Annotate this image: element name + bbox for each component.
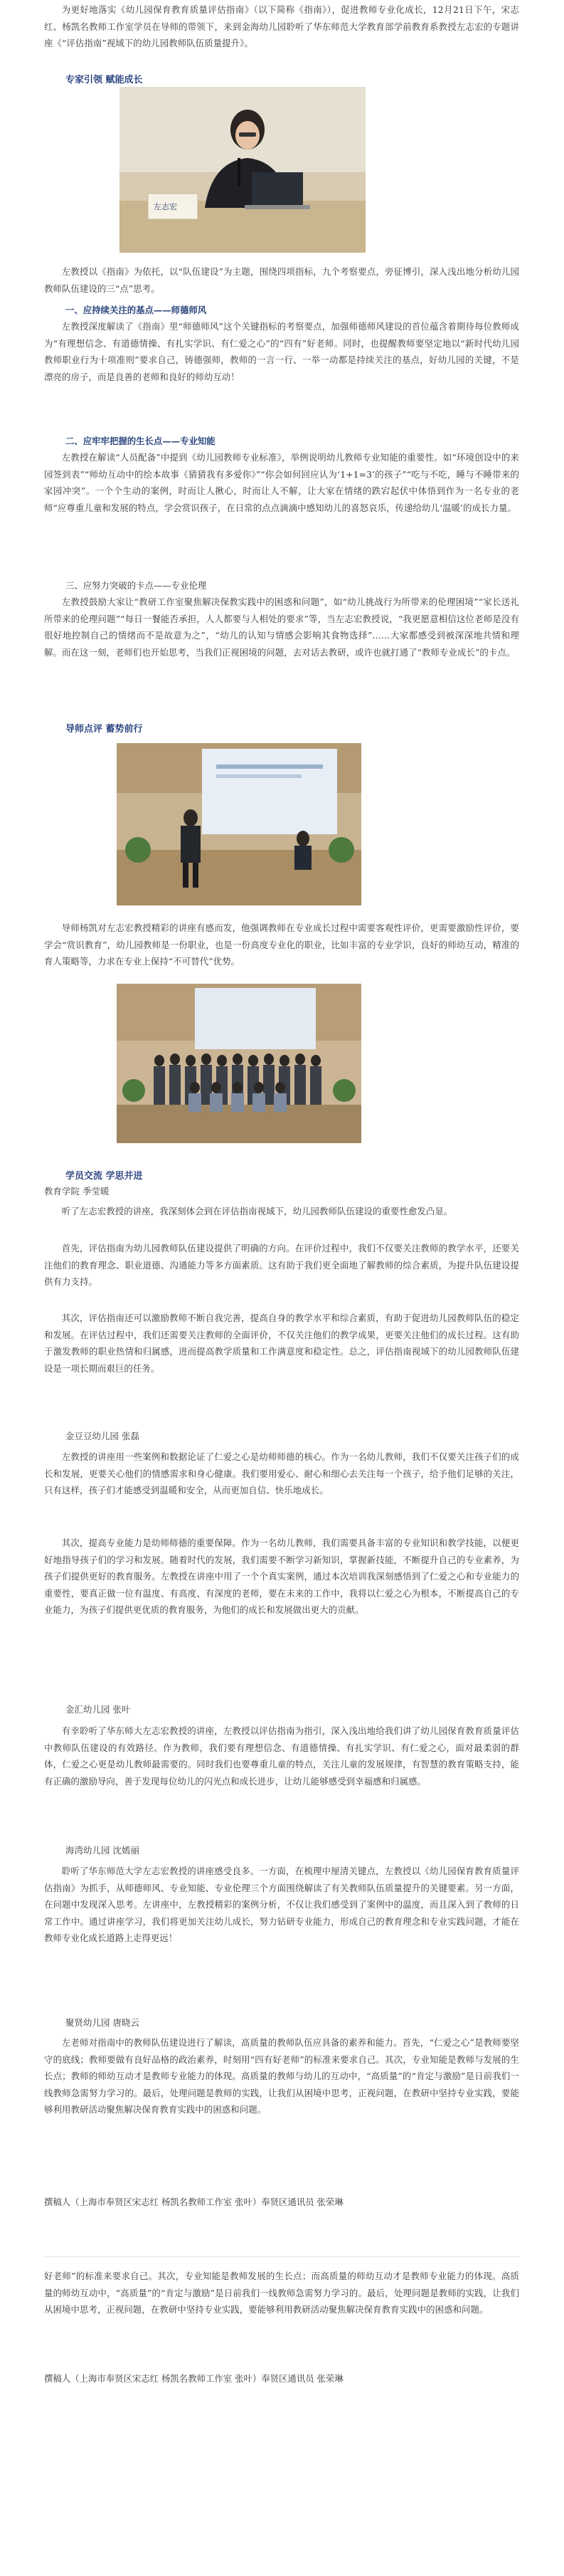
group-photo <box>117 984 361 1143</box>
entry-2-para-1: 左教授的讲座用一些案例和数据论证了仁爱之心是幼师师德的核心。作为一名幼儿教师，我们不仅要关注孩子们的成长和发展，更要关心他们的情感需求和身心健康。我们要用爱心、耐心和细心去关注每一个孩子，给予他们足够的关注，只有这样，孩子们才能感受到温暖和安全，从而更加自信、快乐地成长。 <box>44 1451 519 1495</box>
group-photo-image <box>117 984 361 1143</box>
sub-paragraph-3: 左教授鼓励大家让“教研工作室聚焦解决保教实践中的困惑和问题”，如“幼儿挑战行为所带来的伦理困境”“家长送礼所带来的伦理问题”“每日一餐能否承担，人人都要与人相处的要求”等，当左志宏教授说，“我更愿意相信这位老师是没有很好地控制自己的情绪而不是故意为之”，“幼儿的认知与情感会影响其食物选择”……大家都感受到被深深地共情和理解。而在这一刻，老师们也开始思考，当我们正视困境的问题，去对话去教研，或许也就打通了“教师专业成长”的卡点。 <box>44 596 519 658</box>
entry-4-org: 海湾幼儿园 沈嫣丽 <box>65 1845 139 1856</box>
section-divider <box>44 2256 519 2257</box>
entry-1-para-1: 听了左志宏教授的讲座，我深刻体会到在评估指南视域下，幼儿园教师队伍建设的重要性愈发凸显。 <box>61 1206 453 1216</box>
entry-1-para-2: 首先，评估指南为幼儿园教师队伍建设提供了明确的方向。在评价过程中，我们不仅要关注教师的教学水平，还要关注他们的教育理念、职业道德、沟通能力等多方面素质。这有助于我们更全面地了解教师的综合素质，为提升队伍建设提供有力支持。 <box>44 1243 519 1287</box>
repeat-signature: 撰稿人（上海市奉贤区宋志红 杨凯名教师工作室 张叶）奉贤区通讯员 张荣琳 <box>44 2373 344 2384</box>
entry-1-org: 教育学院 季莹暖 <box>44 1186 110 1197</box>
entry-5-para-1: 左老师对指南中的教师队伍建设进行了解读，高质量的教师队伍应具备的素养和能力。首先，“仁爱之心”是教师要坚守的底线；教师要做有良好品格的政治素养，时刻用“四有好老师”的标准来要求自己。其次，专业知能是教师与发展的生长点；教师的师幼互动才是教师专业能力的体现。高质量的教师与幼儿的互动中，“高质量”的“肯定与激励”是日前我们一线教师急需努力学习的。最后，处理问题是教师的实践，让我们从困境中思考，正视问题，在教研中坚持专业实践，要能够利用教研活动聚焦解决保育教育实践中的困惑和问题。 <box>44 2037 519 2115</box>
sub-heading-3: 三、应努力突破的卡点——专业伦理 <box>65 580 207 591</box>
sub-paragraph-1: 左教授深度解读了《指南》里“师德师风”这个关键指标的考察要点，加强师德师风建设的首位蕴含着期待每位教师成为“有理想信念、有道德情操、有扎实学识、有仁爱之心”的“四有”好老师。同时，也提醒教师要坚定地以“新时代幼儿园教师职业行为十项准则”要求自己，铸德强师，教师的一言一行、一举一动都是持续关注的基点，好幼儿园的关键，不是漂亮的房子，而是良善的老师和良好的师幼互动！ <box>44 321 519 382</box>
section1-intro: 左教授以《指南》为依托，以“队伍建设”为主题，围绕四项指标，九个考察要点，旁征博引，深入浅出地分析幼儿园教师队伍建设的三“点”思考。 <box>44 266 519 294</box>
entry-3-org: 金汇幼儿园 张叶 <box>65 1704 131 1715</box>
entry-2-org: 金豆豆幼儿园 张磊 <box>65 1431 139 1441</box>
entry-3-para-1: 有幸聆听了华东师大左志宏教授的讲座，左教授以评估指南为指引，深入浅出地给我们讲了幼儿园保育教育质量评估中教师队伍建设的有效路径。作为教师，我们要有理想信念、有道德情操、有扎实学识、有仁爱之心，面对最柔弱的群体，仁爱之心更是幼儿教师最需要的。同时我们也要尊重儿童的特点，关注儿童的发展规律，有智慧的教育策略支持，能有正确的激励导向，善于发现每位幼儿的闪光点和成长进步，让幼儿能够感受到幸福感和归属感。 <box>44 1725 519 1787</box>
lecture-photo-image <box>119 87 366 253</box>
repeat-paragraph: 好老师”的标准来要求自己。其次，专业知能是教师发展的生长点；而高质量的师幼互动才是教师专业能力的体现。高质量的师幼互动中，“高质量”的“肯定与激励”是日前我们一线教师急需努力学习的。最后，处理问题是教师的实践，让我们从困境中思考，正视问题，在教研中坚持专业实践，要能够利用教研活动聚焦解决保育教育实践中的困惑和问题。 <box>44 2271 519 2315</box>
section-heading-mentor: 导师点评 蓄势前行 <box>65 724 143 735</box>
mentor-photo-image <box>117 743 361 905</box>
mentor-photo <box>117 743 361 905</box>
author-signature: 撰稿人（上海市奉贤区宋志红 杨凯名教师工作室 张叶）奉贤区通讯员 张荣琳 <box>44 2197 344 2207</box>
sub-heading-2: 二、应牢牢把握的生长点——专业知能 <box>65 436 216 446</box>
name-card-label: 左志宏 <box>154 202 177 211</box>
section-heading-students: 学员交流 学思并进 <box>65 1171 143 1182</box>
lecture-photo <box>119 87 366 253</box>
mentor-paragraph: 导师杨凯对左志宏教授精彩的讲座有感而发，他强调教师在专业成长过程中需要客观性评价，更需要激励性评价，要学会“赏识教育”，幼儿园教师是一份职业，也是一份高度专业化的职业，比如丰富的专业学识，良好的师幼互动，精准的育人策略等，力求在专业上保持“不可替代”优势。 <box>44 922 519 967</box>
sub-paragraph-2: 左教授在解读“人员配备”中提到《幼儿园教师专业标准》，举例说明幼儿教师专业知能的重要性。如“环境创设中的来园签到表”“师幼互动中的绘本故事《猜猜我有多爱你》”“你会如何回应认为‘1+1=3’的孩子”“吃与不吃，睡与不睡带来的家园冲突”。一个个生动的案例，时而让人揪心，时而让人不解，让大家在情绪的跌宕起伏中体悟到作为一名专业的老师“应尊重儿童和发展的特点，学会赏识孩子，在日常的点点滴滴中感知幼儿的喜怒哀乐，传递给幼儿‘温暖’的成长力量。 <box>44 452 519 513</box>
entry-1-para-3: 其次，评估指南还可以激励教师不断自我完善，提高自身的教学水平和综合素质，有助于促进幼儿园教师队伍的稳定和发展。在评估过程中，我们还需要关注教师的全面评价，不仅关注他们的教学成果，更要关注他们的成长过程。这有助于激发教师的职业热情和归属感，进而提高教学质量和工作满意度和稳定性。总之，评估指南视域下的幼儿园教师队伍建设是一项长期而艰巨的任务。 <box>44 1313 519 1374</box>
sub-heading-1: 一、应持续关注的基点——师德师风 <box>65 305 207 315</box>
section-heading-expert: 专家引领 赋能成长 <box>65 75 143 85</box>
intro-paragraph: 为更好地落实《幼儿园保育教育质量评估指南》（以下简称《指南》），促进教师专业化成长，12月21日下午，宋志红、杨凯名教师工作室学员在导师的带领下，来到金海幼儿园聆听了华东师范大学教育部学前教育系教授左志宏的专题讲座《“评估指南”视域下的幼儿园教师队伍质量提升》。 <box>44 4 519 48</box>
entry-2-para-2: 其次，提高专业能力是幼师师德的重要保障。作为一名幼儿教师，我们需要具备丰富的专业知识和教学技能，以便更好地指导孩子们的学习和发展。随着时代的发展，我们需要不断学习新知识，掌握新技能，不断提升自己的专业素养，为孩子们提供更好的教育服务。左教授在讲座中用了一个个真实案例，通过本次培训我深刻感悟到了仁爱之心和专业能力的重要性，要真正做一位有温度、有高度、有深度的老师，要在未来的工作中，我将以仁爱之心为根本，不断提高自己的专业能力，为孩子们提供更优质的教育服务，为他们的成长和发展做出更大的贡献。 <box>44 1537 519 1615</box>
entry-4-para-1: 聆听了华东师范大学左志宏教授的讲座感受良多。一方面，在梳理中厘清关键点，左教授以《幼儿园保育教育质量评估指南》为抓手，从师德师风、专业知能、专业伦理三个方面围绕解读了有关教师队伍质量提升的关键要素。另一方面，在问题中发现深入思考。左讲座中，左教授精彩的案例分析，不仅让我们感受到了案例中的温度，而且深入到了教师的日常工作中。通过讲座学习，我们将更加关注幼儿成长，努力钻研专业能力，形成自己的教育理念和专业实践问题，才能在教师专业化成长道路上走得更远！ <box>44 1866 519 1943</box>
entry-5-org: 聚贤幼儿园 唐晓云 <box>65 2017 139 2028</box>
